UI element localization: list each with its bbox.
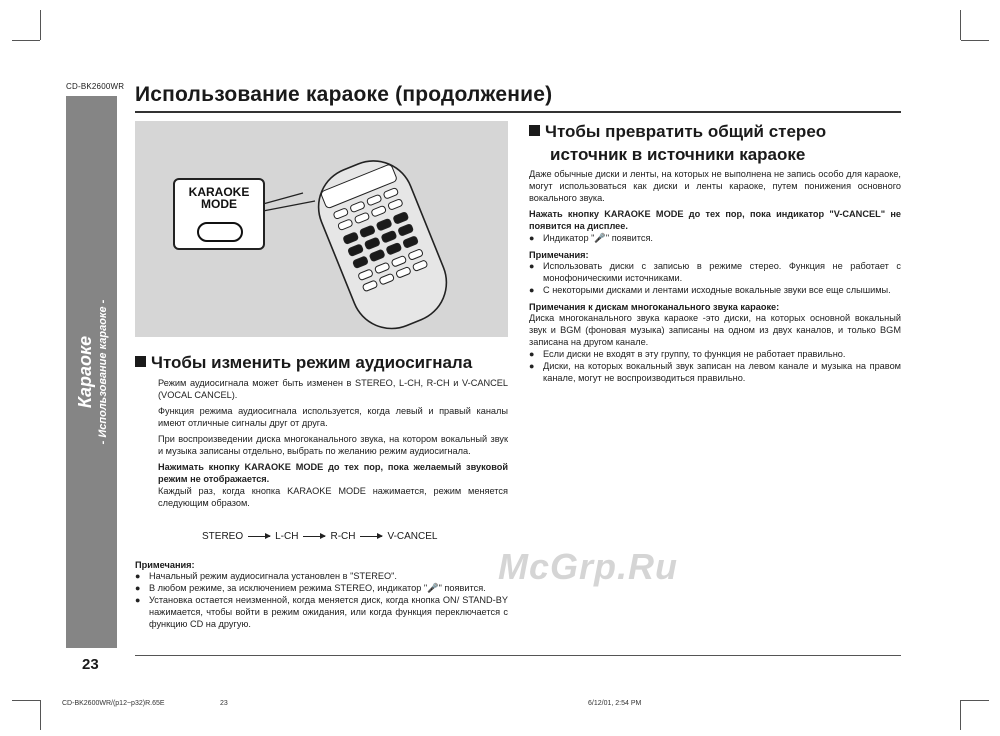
note-item: ● С некоторыми дисками и лентами исходные вокальные звуки все еще слышимы. xyxy=(529,285,891,295)
note-item: ● Диски, на которых вокальный звук записан на левом канале и музыка на правом канале, могут не воспроизводиться правильно. xyxy=(529,361,901,383)
karaoke-mode-callout xyxy=(173,178,265,250)
square-bullet-icon xyxy=(135,356,146,367)
model-number: CD-BK2600WR xyxy=(66,82,125,91)
crop-mark xyxy=(12,700,40,701)
instruction: Нажимать кнопку KARAOKE MODE до тех пор, пока желаемый звуковой режим не отображается. xyxy=(158,462,508,484)
note-item: ● Если диски не входят в эту группу, то функция не работает правильно. xyxy=(529,349,846,359)
section-heading-right: Чтобы превратить общий стерео источник в источники караоке xyxy=(529,120,909,166)
paragraph: Даже обычные диски и ленты, на которых не выполнена не запись особо для караоке, могут использоваться как диски и ленты караоке, путем понижения основного вокального звука. xyxy=(529,169,901,203)
paragraph: Режим аудиосигнала может быть изменен в STEREO, L-CH, R-CH и V-CANCEL (VOCAL CANCEL). xyxy=(158,378,508,400)
flow-step: STEREO xyxy=(202,531,244,542)
footer-page: 23 xyxy=(220,700,228,707)
mode-flow xyxy=(202,531,437,542)
flow-step: R-CH xyxy=(330,531,356,542)
arrow-right-icon xyxy=(360,536,382,537)
footer-datetime: 6/12/01, 2:54 PM xyxy=(588,700,642,707)
note-item: ● В любом режиме, за исключением режима STEREO, индикатор "🎤" появится. xyxy=(135,583,486,593)
crop-mark xyxy=(40,10,41,40)
paragraph: Диска многоканального звука караоке -это диски, на которых основной вокальный звук и BGM (фоновая музыка) записаны на одном из двух каналов, и только BGM записана на другом канале. xyxy=(529,313,901,347)
arrow-right-icon xyxy=(303,536,325,537)
bottom-divider xyxy=(135,655,901,656)
crop-mark xyxy=(12,40,40,41)
paragraph: При воспроизведении диска многоканального звука, на котором вокальный звук и музыка записаны отдельно, выбрать по желанию режим аудиосигнала. xyxy=(158,434,508,456)
crop-mark xyxy=(40,700,41,730)
notes-title: Примечания: xyxy=(135,560,195,570)
note-item: ● Установка остается неизменной, когда меняется диск, когда кнопка ON/ STAND-BY нажимается, чтобы войти в режим ожидания, или когда функция переключается с функцию CD на другую. xyxy=(135,595,508,629)
remote-illustration xyxy=(135,121,508,337)
section-heading-text: Чтобы изменить режим аудиосигнала xyxy=(151,353,473,372)
crop-mark xyxy=(961,700,989,701)
multi-notes-title: Примечания к дискам многоканального звука караоке: xyxy=(529,302,780,312)
instruction: Нажать кнопку KARAOKE MODE до тех пор, пока индикатор "V-CANCEL" не появится на дисплее. xyxy=(529,209,901,231)
indicator-note: ● Индикатор "🎤" появится. xyxy=(529,233,653,243)
section-heading-left xyxy=(135,351,515,374)
paragraph: Каждый раз, когда кнопка KARAOKE MODE нажимается, режим меняется следующим образом. xyxy=(158,486,508,508)
crop-mark xyxy=(961,40,989,41)
karaoke-mode-button xyxy=(197,222,243,242)
mode-label: MODE xyxy=(201,197,237,211)
sidebar-main-label: Караоке xyxy=(74,335,95,409)
flow-step: L-CH xyxy=(275,531,299,542)
notes-title: Примечания: xyxy=(529,250,589,260)
note-item: ● Использовать диски с записью в режиме стерео. Функция не работает с монофоническими источниками. xyxy=(529,261,901,283)
page-title: Использование караоке (продолжение) xyxy=(135,83,553,106)
crop-mark xyxy=(960,700,961,730)
flow-step: V-CANCEL xyxy=(387,531,438,542)
square-bullet-icon xyxy=(529,125,540,136)
sidebar-tab xyxy=(66,96,117,648)
footer-file: CD-BK2600WR/(p12~p32)R.65E xyxy=(62,700,165,707)
crop-mark xyxy=(960,10,961,40)
note-item: ● Начальный режим аудиосигнала установлен в "STEREO". xyxy=(135,571,397,581)
watermark: McGrp.Ru xyxy=(498,546,679,587)
sidebar-sub-label: - Использование караоке - xyxy=(96,299,109,445)
page-number: 23 xyxy=(82,656,99,673)
karaoke-label: KARAOKE xyxy=(188,185,250,199)
paragraph: Функция режима аудиосигнала используется, когда левый и правый каналы имеют отличные сигналы друг от друга. xyxy=(158,406,508,428)
arrow-right-icon xyxy=(248,536,270,537)
title-divider xyxy=(135,111,901,113)
